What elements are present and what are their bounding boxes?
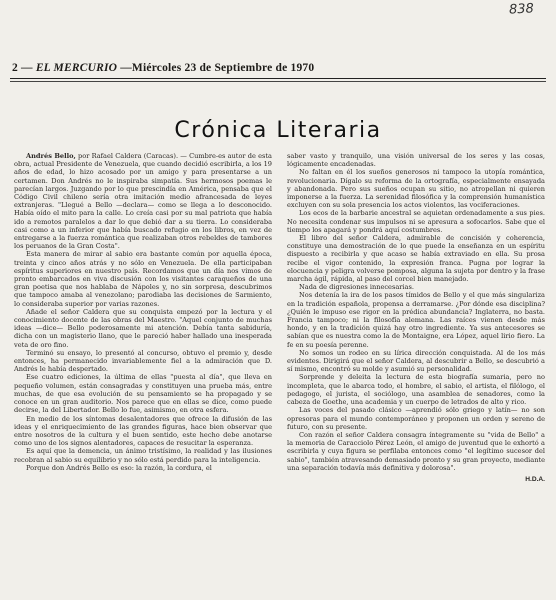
body-paragraph: Con razón el señor Caldera consagra íntegramente su "vida de Bello" a la memoria de Caracciolo Pérez León, el amigo de juventud que le exhortó a escribirla y cuya figura se perfilaba entonces como "el legítimo sucesor del sabio", también atravesando demasiado pronto y su gran proyecto, mediante una separación todavía más definitiva y dolorosa".	[287, 430, 545, 472]
body-paragraph: El libro del señor Caldera, admirable de concisión y coherencia, constituye una demostración de lo que puede la enseñanza en un espíritu dispuesto a recibirla y que acaso se había extraviado en ella. Su prosa recibe el vigor contenido, la expresión franca. Pugna por lograr la elocuencia y peligra volverse pomposa, alguna la sujeta por dentro y la frase marcha ágil, rápida, al paso del corcel bien manejado.	[287, 234, 545, 284]
page-number: 2	[12, 62, 18, 74]
byline-text: por Rafael Caldera (Caracas). — Cumbre-es autor de esta obra, actual Presidente de Venezuela, que cuando decidió escribirla, a los 19 años de edad, lo hizo acosado por un amigo y para presentarse a un certamen. Don Andrés no le inspiraba simpatía. Sus hermosos poemas le parecían largos. Juzgando por lo que prescindía en América, pensaba que el Código Civil chileno sería otra imitación medio afrancesada de leyes extranjeras. "Llegué a Bello —declara— como se llega a lo desconocido. Había oído el mito para la calle. Lo creía casi por su mal patriota que había ido a remotos paralelos a dar lo que debió dar a su tierra. Lo consideraba casi como a un inferior que había buscado refugio en los libros, en vez de entregarse a la fuerza romántica que realizaban otros rebeldes de tambores los peruanos de la Gran Costa".	[14, 152, 272, 251]
body-paragraph: Los ecos de la barbarie ancestral se aquietan ordenadamente a sus pies. No necesita condenar sus impulsos ni se apresura a sofocarlos. Sabe que el tiempo los apagará y pondrá aquí costumbres.	[287, 209, 545, 234]
body-paragraph: Nada de digresiones innecesarias.	[299, 283, 414, 292]
body-paragraph: saber vasto y tranquilo, una visión universal de los seres y las cosas, lógicamente encadenadas.	[287, 152, 545, 169]
archive-annotation: 838	[508, 1, 535, 18]
publication-date: —Miércoles 23 de Septiembre de 1970	[120, 62, 315, 74]
body-paragraph: Esta manera de mirar al sabio era bastante común por aquella época, treinta y cinco años atrás y no sólo en Venezuela. De ella participaban espíritus superiores en nuestro país. Recordamos que un día nos vimos de pronto embarcados en viva discusión con los visitantes caraqueños de una gran poetisa que nos hablaba de Nápoles y, no sin sorpresa, descubrimos que tampoco amaba al venezolano; parodiaba las decisiones de Sarmiento, lo consideraba superior por varias razones.	[14, 250, 272, 308]
left-column	[14, 152, 272, 472]
header-rule-thin	[10, 81, 546, 82]
body-paragraph: Las voces del pasado clásico —aprendió sólo griego y latín— no son opresoras para el mundo contemporáneo y proponen un orden y sereno de futuro, con su presente.	[287, 406, 545, 431]
byline-paragraph	[14, 152, 272, 250]
header-rule	[10, 78, 546, 79]
body-paragraph: Porque don Andrés Bello es eso: la razón, la cordura, el	[26, 463, 212, 472]
article-title: Crónica Literaria	[174, 118, 382, 143]
body-paragraph: En medio de los síntomas desalentadores que ofrece la difusión de las ideas y el enriquecimiento de las grandes figuras, hace bien observar que entre nosotros de la cultura y el buen sentido, este hecho debe anotarse como uno de los signos alentadores, capaces de resucitar la esperanza.	[14, 414, 272, 448]
right-column	[287, 152, 545, 484]
body-paragraph: Nos detenía la ira de los pasos tímidos de Bello y el que más singulariza en la tradición española, propensa a derramarse. ¿Por dónde esa disciplina? ¿Quién le impuso ese rigor en la prédica abundancia? Inglaterra, no basta. Francia tampoco; ni la filosofía alemana. Las raíces vienen desde más hondo, y en la tradición quizá hay otro ingrediente. Ya sus antecesores se sabían que es nuestra como la de Montaigne, era López, aquel lirio fiero. La fe en su poesía perenne.	[287, 291, 545, 349]
body-paragraph: No somos un rodeo en su lírica dirección conquistada. Al de los más evidentes. Dirigirá que el señor Caldera, al descubrir a Bello, se descubrió a sí mismo, encontró su molde y asumió su personalidad.	[287, 348, 545, 374]
body-paragraph: Es aquí que la demencia, un ánimo tristísimo, la realidad y las ilusiones recobran al sabio su equilibrio y no sólo está perdido para la inteligencia.	[14, 447, 272, 464]
publication-name: EL MERCURIO	[35, 62, 118, 74]
body-paragraph: Sorprende y deleita la lectura de esta biografía sumaria, pero no incompleta, que le abarca todo, el hombre, el sabio, el artista, el filólogo, el pedagogo, el jurista, el sociólogo, una asamblea de senadores, como la cabeza de Goethe, una academia y un cuerpo de letrados de alto y rico.	[287, 373, 545, 407]
newspaper-header	[12, 62, 542, 74]
header-separator: —	[21, 62, 33, 74]
body-paragraph: Añade el señor Caldera que su conquista empezó por la lectura y el conocimiento docente de las obras del Maestro. "Aquel conjunto de muchas ideas —dice— Bello poderosamente mi atención. Debía tanta sabiduría, dicha con un magisterio llano, que le pareció haber hallado una inesperada veta de oro fino.	[14, 307, 272, 349]
body-paragraph: Terminó su ensayo, lo presentó al concurso, obtuvo el premio y, desde entonces, ha permanecido invariablemente fiel a la admiración que D. Andrés le había despertado.	[14, 348, 272, 374]
author-signature: H.D.A.	[525, 475, 545, 483]
byline-author: Andrés Bello,	[26, 152, 76, 160]
body-paragraph: No faltan en él los sueños generosos ni tampoco la utopía romántica, revolucionaria. Dígalo su reforma de la ortografía, especialmente ensayada y abandonada. Pero sus sueños ocupan su sitio, no atropellan ni quieren imponerse a la fuerza. La serenidad filosófica y la comprensión humanística excluyen con su sola presencia los actos violentos, las vociferaciones.	[287, 168, 545, 210]
body-paragraph: Ese cuatro ediciones, la última de ellas "puesta al día", que lleva en pequeño volumen, están consagradas y constituyen una prueba más, entre muchas, de que esa evolución de su pensamiento se ha propagado y se conoce en un gran auditorio. Nos parece que en ellas se dice, como puede decirse, la del Libertador. Bello lo fue, asimismo, en otra esfera.	[14, 373, 272, 415]
